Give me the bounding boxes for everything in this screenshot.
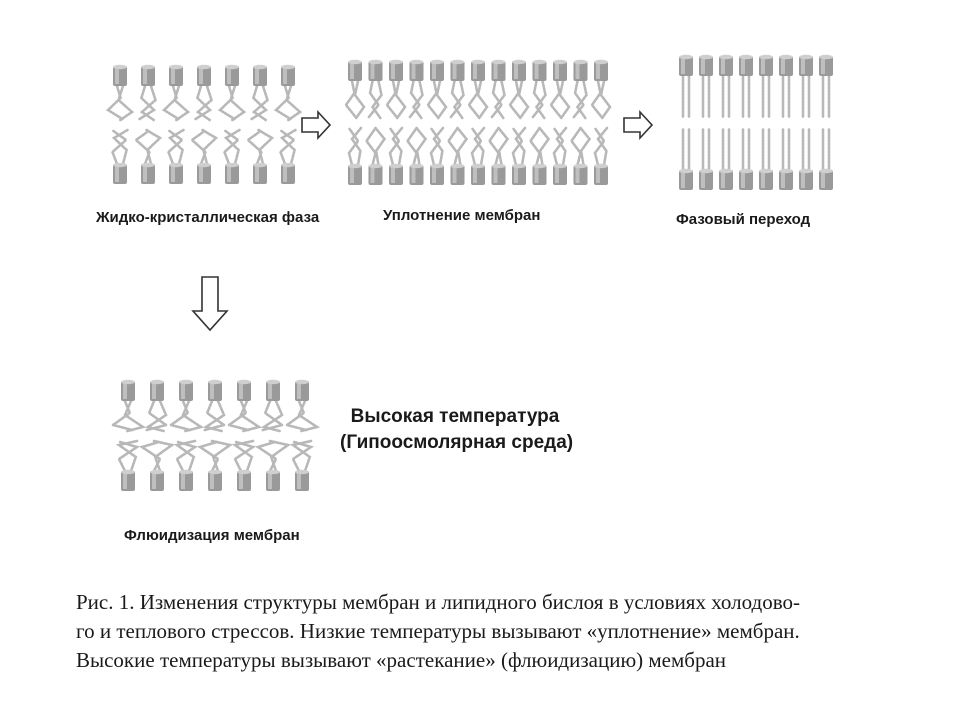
lipid-head-top <box>150 380 164 401</box>
lipid-head-bottom <box>237 470 251 491</box>
lipid-head-bottom <box>179 470 193 491</box>
lipid-tail <box>259 130 273 164</box>
lipid-head-top <box>594 60 608 81</box>
caption-line-2: го и теплового стрессов. Низкие температуры вызывают «уплотнение» мембран. <box>76 619 800 643</box>
lipid-head-bottom <box>759 169 773 190</box>
lipid-tail <box>183 401 201 431</box>
lipid-tail <box>560 81 569 118</box>
lipid-head-top <box>281 65 295 86</box>
lipid-head-top <box>121 380 135 401</box>
lipid-head-top <box>266 380 280 401</box>
lipid-tail <box>355 81 364 118</box>
lipid-tail <box>519 81 528 118</box>
lipid-head-bottom <box>492 164 506 185</box>
membrane-compaction <box>340 55 610 195</box>
lipid-tail <box>192 131 206 164</box>
lipid-tail <box>299 401 317 431</box>
lipid-tail <box>592 81 602 117</box>
lipid-head-bottom <box>253 163 267 184</box>
lipid-head-bottom <box>779 169 793 190</box>
lipid-tail <box>248 131 262 164</box>
label-membrane-compaction: Уплотнение мембран <box>383 207 541 224</box>
lipid-tail <box>469 81 479 117</box>
lipid-head-bottom <box>389 164 403 185</box>
lipid-tail <box>458 128 467 165</box>
lipid-head-bottom <box>699 169 713 190</box>
lipid-head-bottom <box>281 163 295 184</box>
lipid-tail <box>125 401 143 431</box>
lipid-head-bottom <box>169 163 183 184</box>
lipid-head-top <box>295 380 309 401</box>
lipid-head-bottom <box>719 169 733 190</box>
lipid-head-top <box>679 55 693 76</box>
lipid-tail <box>601 81 610 118</box>
label-membrane-fluidization: Флюидизация мембран <box>124 527 300 544</box>
lipid-head-bottom <box>141 163 155 184</box>
lipid-head-top <box>410 60 424 81</box>
lipid-head-bottom <box>295 470 309 491</box>
lipid-head-top <box>225 65 239 86</box>
lipid-tail <box>367 129 376 165</box>
lipid-tail <box>231 86 245 120</box>
membrane-fluidization <box>110 375 320 500</box>
lipid-tail <box>203 130 217 164</box>
lipid-head-top <box>819 55 833 76</box>
lipid-head-bottom <box>430 164 444 185</box>
lipid-head-top <box>699 55 713 76</box>
condition-line-1: Высокая температура <box>350 406 560 427</box>
lipid-head-top <box>512 60 526 81</box>
caption-line-3: Высокие температуры вызывают «растекание» (флюидизацию) мембран <box>76 648 727 672</box>
lipid-head-top <box>553 60 567 81</box>
lipid-head-top <box>389 60 403 81</box>
lipid-head-top <box>253 65 267 86</box>
lipid-tail <box>581 128 590 165</box>
lipid-head-bottom <box>266 470 280 491</box>
label-liquid-crystalline-phase: Жидко-кристаллическая фаза <box>96 209 320 226</box>
arrow-right-icon <box>622 110 654 140</box>
lipid-head-top <box>237 380 251 401</box>
lipid-tail <box>136 131 150 164</box>
lipid-tail <box>551 81 561 117</box>
lipid-head-top <box>739 55 753 76</box>
arrow-right-icon <box>300 110 332 140</box>
lipid-head-top <box>169 65 183 86</box>
lipid-head-bottom <box>553 164 567 185</box>
lipid-head-bottom <box>121 470 135 491</box>
lipid-head-top <box>208 380 222 401</box>
lipid-head-bottom <box>799 169 813 190</box>
lipid-head-top <box>179 380 193 401</box>
lipid-head-bottom <box>574 164 588 185</box>
lipid-head-top <box>113 65 127 86</box>
lipid-head-bottom <box>150 470 164 491</box>
lipid-tail <box>437 81 446 118</box>
membrane-phase-transition <box>670 50 845 200</box>
lipid-tail <box>478 81 487 118</box>
lipid-head-bottom <box>113 163 127 184</box>
lipid-head-bottom <box>739 169 753 190</box>
figure-caption <box>76 588 876 675</box>
lipid-tail <box>287 86 301 120</box>
lipid-tail <box>241 401 259 431</box>
caption-line-1: Рис. 1. Изменения структуры мембран и липидного бислоя в условиях холодово- <box>76 590 800 614</box>
lipid-tail <box>376 128 385 165</box>
lipid-head-bottom <box>225 163 239 184</box>
lipid-tail <box>175 86 189 120</box>
lipid-head-top <box>533 60 547 81</box>
label-phase-transition: Фазовый переход <box>676 211 811 228</box>
lipid-tail <box>387 81 397 117</box>
lipid-head-top <box>779 55 793 76</box>
lipid-tail <box>540 128 549 165</box>
condition-title <box>340 404 574 456</box>
lipid-head-top <box>451 60 465 81</box>
lipid-tail <box>417 128 426 165</box>
lipid-head-top <box>759 55 773 76</box>
lipid-tail <box>499 128 508 165</box>
lipid-head-bottom <box>348 164 362 185</box>
lipid-tail <box>572 129 581 165</box>
lipid-tail <box>119 86 133 120</box>
lipid-tail <box>490 129 499 165</box>
lipid-head-top <box>799 55 813 76</box>
lipid-tail <box>531 129 540 165</box>
lipid-head-top <box>492 60 506 81</box>
lipid-tail <box>147 130 161 164</box>
lipid-tail <box>510 81 520 117</box>
lipid-head-top <box>369 60 383 81</box>
lipid-head-bottom <box>369 164 383 185</box>
lipid-head-top <box>197 65 211 86</box>
lipid-head-bottom <box>512 164 526 185</box>
lipid-tail <box>428 81 438 117</box>
membrane-liquid-crystalline <box>100 60 300 195</box>
lipid-head-top <box>430 60 444 81</box>
lipid-head-bottom <box>533 164 547 185</box>
lipid-head-bottom <box>410 164 424 185</box>
lipid-head-bottom <box>197 163 211 184</box>
lipid-head-bottom <box>451 164 465 185</box>
lipid-head-top <box>719 55 733 76</box>
lipid-head-top <box>574 60 588 81</box>
lipid-head-bottom <box>471 164 485 185</box>
lipid-tail <box>396 81 405 118</box>
lipid-head-bottom <box>819 169 833 190</box>
lipid-head-top <box>471 60 485 81</box>
lipid-head-bottom <box>208 470 222 491</box>
arrow-down-icon <box>190 275 230 333</box>
lipid-head-top <box>141 65 155 86</box>
lipid-tail <box>346 81 356 117</box>
lipid-tail <box>449 129 458 165</box>
lipid-head-bottom <box>594 164 608 185</box>
lipid-head-top <box>348 60 362 81</box>
lipid-head-bottom <box>679 169 693 190</box>
lipid-tail <box>408 129 417 165</box>
condition-line-2: (Гипоосмолярная среда) <box>340 432 574 453</box>
